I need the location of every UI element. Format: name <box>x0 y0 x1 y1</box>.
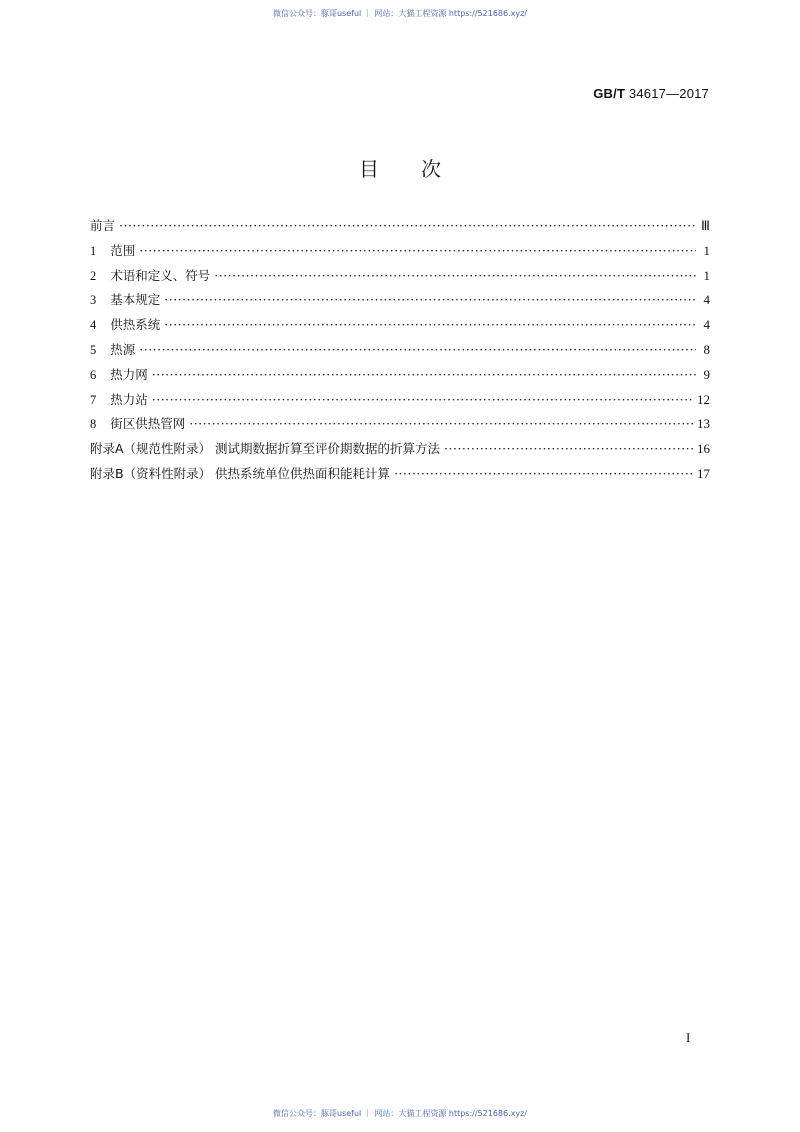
toc-leader-dots <box>119 218 696 233</box>
toc-entry-page: 1 <box>703 242 710 258</box>
toc-entry-foreword[interactable] <box>90 216 710 241</box>
toc-entry-terms[interactable] <box>90 266 710 291</box>
toc-entry-page: 4 <box>703 317 710 333</box>
toc-leader-dots <box>152 392 693 407</box>
toc-entry-page: 16 <box>697 441 710 457</box>
toc-entry-appendix-b[interactable] <box>90 464 710 489</box>
toc-entry-number: 1 <box>90 243 97 258</box>
toc-entry-page: 1 <box>703 267 710 283</box>
toc-entry-title: 术语和定义、符号 <box>110 267 211 283</box>
toc-entry-label <box>90 290 160 308</box>
toc-entry-label <box>90 390 148 408</box>
toc-entry-page: 8 <box>703 341 710 357</box>
toc-entry-appendix-a[interactable] <box>90 439 710 464</box>
toc-entry-page: 17 <box>697 465 710 481</box>
toc-entry-page: 4 <box>703 292 710 308</box>
toc-entry-heating-system[interactable] <box>90 315 710 340</box>
toc-entry-title: 热力网 <box>110 366 148 382</box>
watermark-top: 微信公众号：豚哥useful ｜ 网站：大猫工程资源 https://521686.xyz/ <box>272 9 528 18</box>
toc-leader-dots <box>164 317 696 332</box>
toc-entry-scope[interactable] <box>90 241 710 266</box>
toc-entry-number: 5 <box>90 342 97 357</box>
toc-entry-substation[interactable] <box>90 390 710 415</box>
toc-entry-heat-network[interactable] <box>90 365 710 390</box>
standard-number: 34617—2017 <box>628 86 709 101</box>
toc-leader-dots <box>394 466 693 481</box>
toc-entry-number: 6 <box>90 367 97 382</box>
toc-entry-title: 基本规定 <box>110 292 161 308</box>
standard-prefix: GB/T <box>593 86 626 101</box>
toc-leader-dots <box>164 292 696 307</box>
toc-entry-label <box>90 365 148 383</box>
toc-entry-title: 范围 <box>110 242 136 258</box>
toc-entry-number: 3 <box>90 293 97 308</box>
toc-leader-dots <box>214 268 696 283</box>
toc-entry-title: 供热系统 <box>110 317 161 333</box>
toc-entry-title: 前言 <box>90 218 116 233</box>
toc-leader-dots <box>444 441 693 456</box>
toc-entry-title: 附录A（规范性附录） 测试期数据折算至评价期数据的折算方法 <box>90 441 441 457</box>
toc-entry-page: 9 <box>703 366 710 382</box>
table-of-contents <box>90 216 710 489</box>
toc-entry-basic-rules[interactable] <box>90 290 710 315</box>
toc-entry-heat-source[interactable] <box>90 340 710 365</box>
toc-entry-number: 8 <box>90 417 97 432</box>
standard-code <box>593 86 709 101</box>
page-title: 目次 <box>359 157 483 181</box>
toc-leader-dots <box>139 243 696 258</box>
toc-entry-page: 12 <box>697 391 710 407</box>
toc-leader-dots <box>139 342 696 357</box>
toc-entry-page: Ⅲ <box>701 218 710 233</box>
toc-entry-title: 热力站 <box>110 391 148 407</box>
toc-leader-dots <box>152 367 696 382</box>
toc-entry-label <box>90 414 185 432</box>
toc-entry-number: 4 <box>90 318 97 333</box>
toc-entry-district-pipes[interactable] <box>90 414 710 439</box>
toc-entry-number: 2 <box>90 268 97 283</box>
toc-leader-dots <box>189 416 693 431</box>
toc-entry-title: 街区供热管网 <box>110 416 186 432</box>
toc-entry-label <box>90 266 210 284</box>
toc-entry-label <box>90 241 135 259</box>
toc-entry-number: 7 <box>90 392 97 407</box>
toc-entry-title: 附录B（资料性附录） 供热系统单位供热面积能耗计算 <box>90 465 391 481</box>
toc-entry-page: 13 <box>697 416 710 432</box>
toc-entry-label <box>90 315 160 333</box>
toc-entry-label <box>90 340 135 358</box>
page-number: I <box>686 1030 691 1045</box>
toc-entry-title: 热源 <box>110 341 136 357</box>
watermark-bottom: 微信公众号：豚哥useful ｜ 网站：大猫工程资源 https://521686.xyz/ <box>272 1109 528 1118</box>
